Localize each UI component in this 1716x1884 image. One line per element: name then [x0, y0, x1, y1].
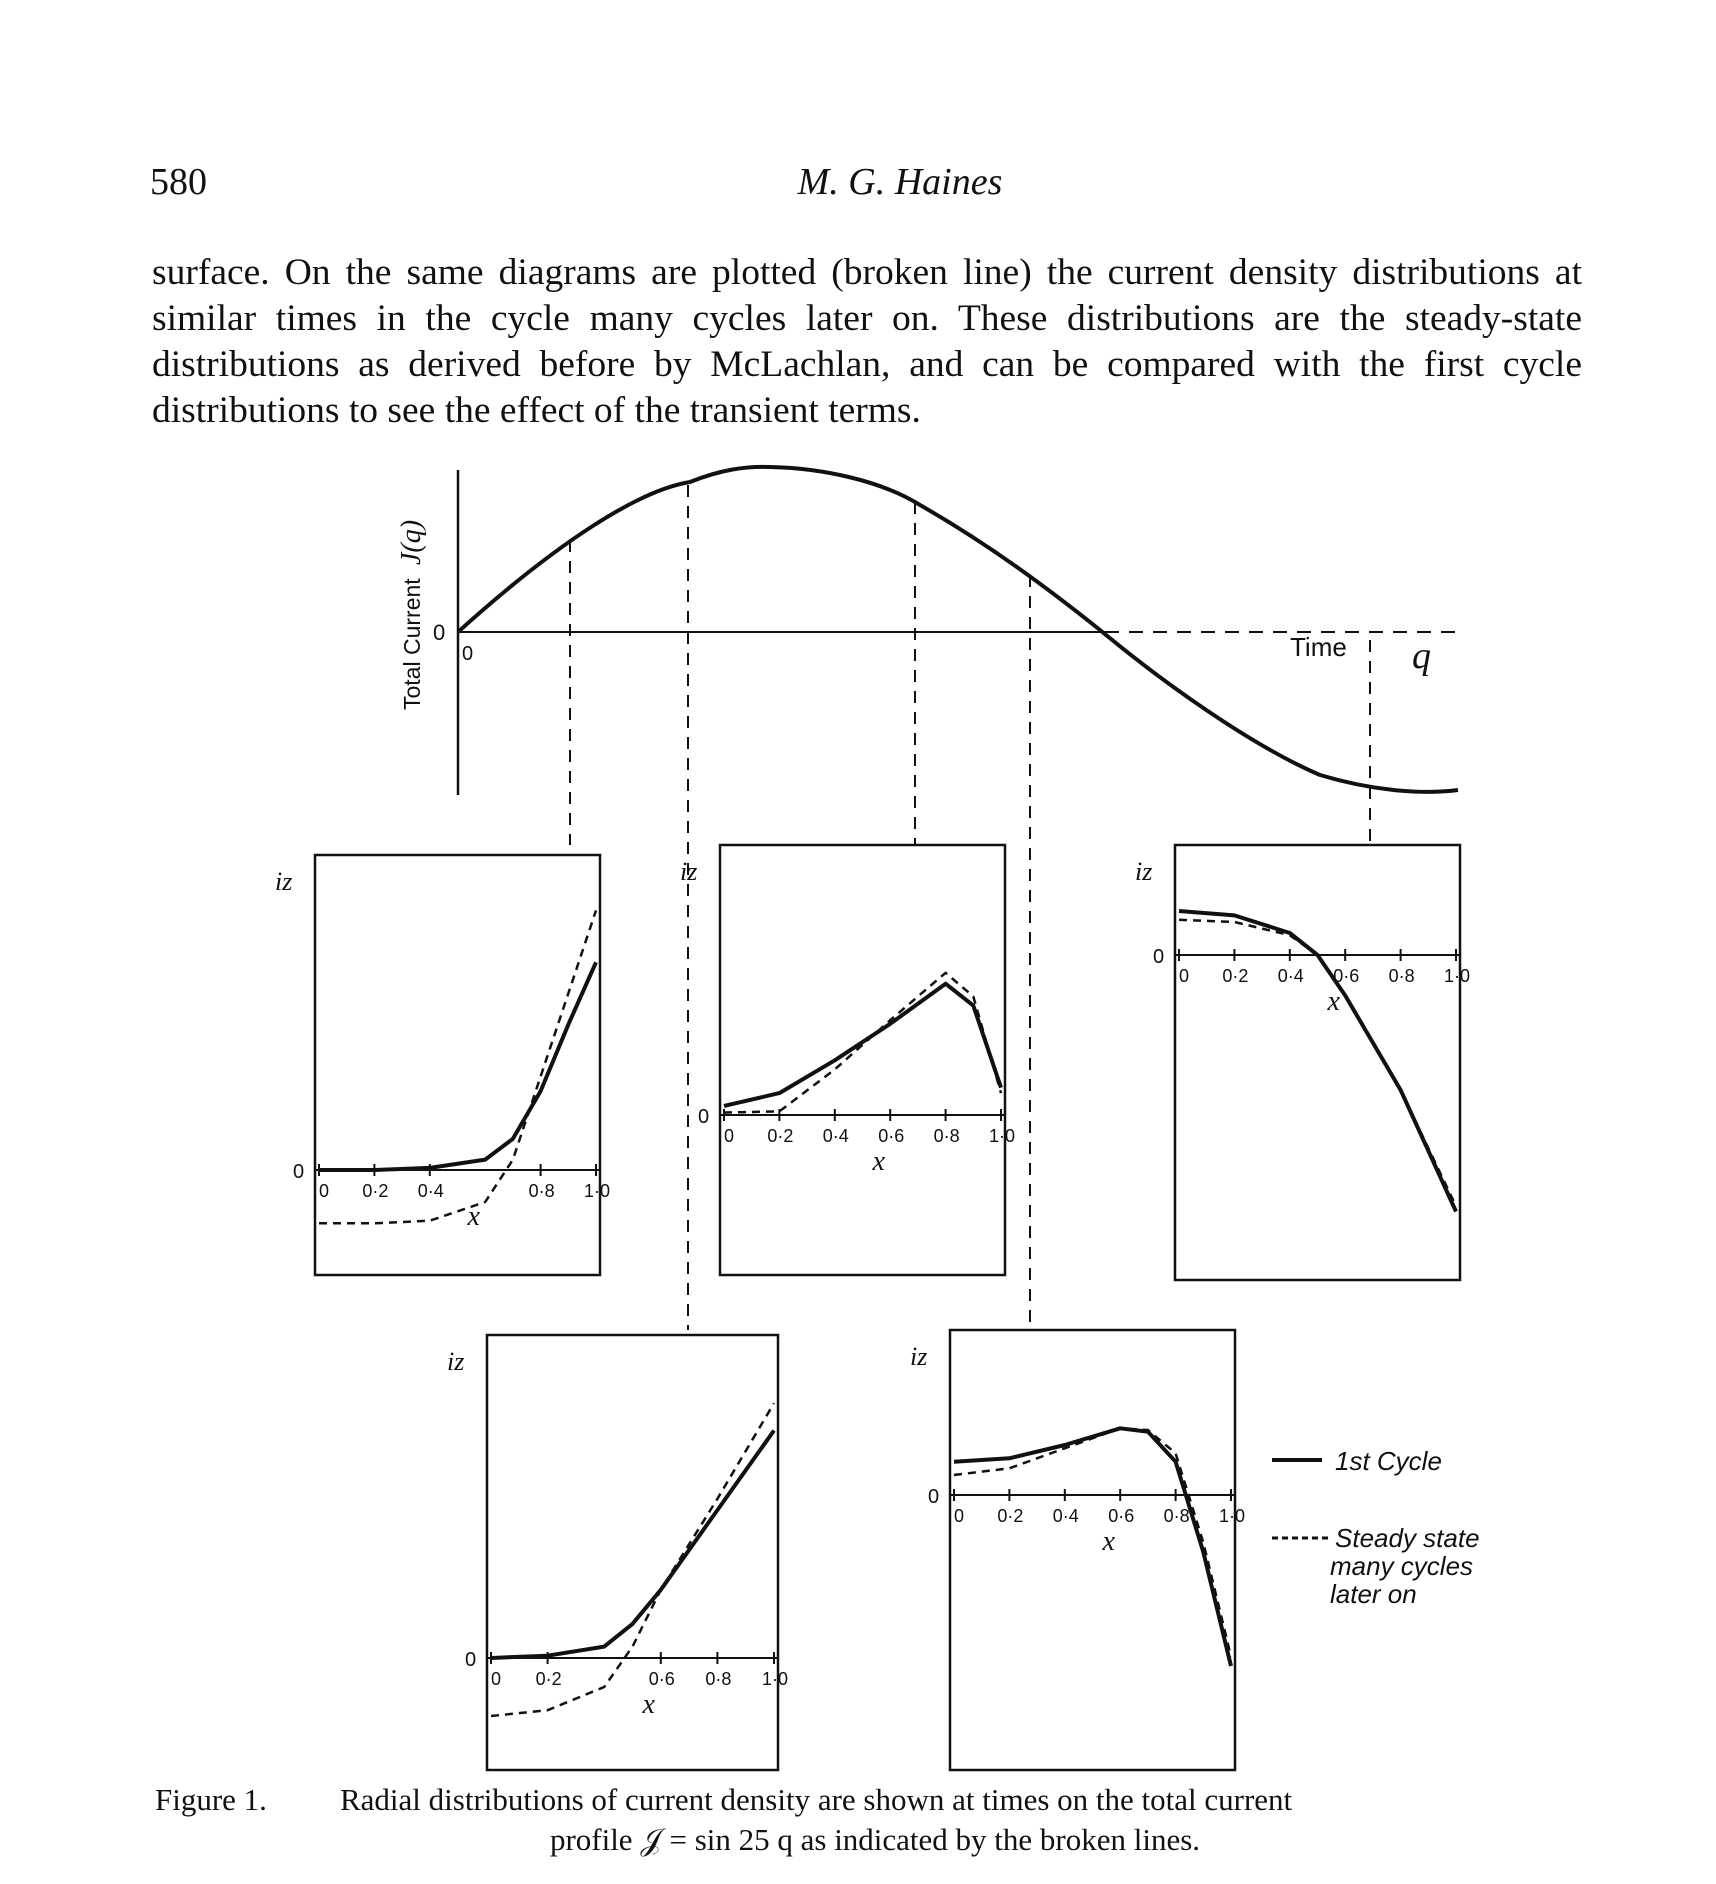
top-origin-x: 0 — [462, 643, 474, 665]
panel-tick-label: 0·6 — [1108, 1506, 1135, 1526]
panel-tick-label: 1·0 — [584, 1181, 611, 1201]
top-ylabel: Total Current — [399, 578, 425, 710]
panel-tick-label: 0·6 — [1333, 966, 1360, 986]
panel-zero-label: 0 — [1153, 946, 1165, 968]
steady-state-curve — [1179, 920, 1456, 1206]
distribution-panel-3 — [447, 1335, 788, 1770]
paragraph-text: surface. On the same diagrams are plotted (broken line) the current density distributions at similar times in the cycle many cycles later on. These distributions are the steady-state distributions as derived before by McLachlan, and can be compared with the first cycle distributions to see the effect of the transient terms. — [152, 252, 1582, 431]
panel-xlabel: x — [467, 1201, 480, 1232]
panel-ylabel: iz — [275, 867, 293, 896]
panel-zero-label: 0 — [698, 1106, 710, 1128]
first-cycle-curve — [319, 962, 596, 1170]
panel-tick-label: 0·4 — [822, 1126, 849, 1146]
panel-tick-label: 1·0 — [1219, 1506, 1246, 1526]
panel-xlabel: x — [1102, 1526, 1115, 1557]
legend-dashed-label-1: Steady state — [1335, 1523, 1480, 1553]
panel-tick-label: 0·2 — [362, 1181, 389, 1201]
legend-dashed-label-3: later on — [1330, 1579, 1417, 1609]
panel-tick-label: 0 — [491, 1669, 502, 1689]
running-head: M. G. Haines — [797, 161, 1003, 203]
panel-frame — [950, 1330, 1235, 1770]
panel-xlabel: x — [642, 1689, 655, 1720]
panel-tick-label: 0·8 — [705, 1669, 732, 1689]
steady-state-curve — [954, 1428, 1231, 1656]
panel-ylabel: iz — [910, 1342, 928, 1371]
panel-zero-label: 0 — [928, 1486, 940, 1508]
panel-tick-label: 0·4 — [1277, 966, 1304, 986]
panels — [275, 845, 1470, 1770]
first-cycle-curve — [491, 1431, 774, 1659]
caption-label: Figure 1. — [155, 1782, 267, 1817]
panel-tick-label: 0·6 — [878, 1126, 905, 1146]
page-number: 580 — [150, 161, 207, 203]
distribution-panel-2 — [680, 845, 1015, 1275]
total-current-curve — [458, 467, 1458, 792]
first-cycle-curve — [954, 1428, 1231, 1666]
panel-tick-label: 0 — [724, 1126, 735, 1146]
steady-state-curve — [491, 1403, 774, 1716]
panel-tick-label: 0·4 — [417, 1181, 444, 1201]
top-xlabel: Time — [1290, 632, 1347, 662]
distribution-panel-1 — [275, 855, 610, 1275]
distribution-panel-5 — [1135, 845, 1470, 1280]
panel-frame — [1175, 845, 1460, 1280]
panel-tick-label: 1·0 — [989, 1126, 1016, 1146]
caption-line-2: profile 𝒥 = sin 25 q as indicated by the broken lines. — [549, 1822, 1201, 1857]
panel-tick-label: 0 — [954, 1506, 965, 1526]
top-origin-y: 0 — [433, 620, 446, 645]
panel-frame — [487, 1335, 778, 1770]
panel-tick-label: 0·8 — [1388, 966, 1415, 986]
panel-tick-label: 0·2 — [1222, 966, 1249, 986]
panel-frame — [720, 845, 1005, 1275]
panel-tick-label: 0·2 — [767, 1126, 794, 1146]
panel-xlabel: x — [1327, 986, 1340, 1017]
caption-line-1: Radial distributions of current density are shown at times on the total current — [340, 1782, 1293, 1817]
panel-zero-label: 0 — [293, 1161, 305, 1183]
top-ylabel-symbol: J(q) — [396, 519, 427, 565]
distribution-panel-4 — [910, 1330, 1245, 1770]
panel-tick-label: 0 — [319, 1181, 330, 1201]
panel-ylabel: iz — [680, 857, 698, 886]
panel-tick-label: 0·4 — [1052, 1506, 1079, 1526]
panel-tick-label: 0·2 — [535, 1669, 562, 1689]
panel-tick-label: 1·0 — [762, 1669, 789, 1689]
panel-zero-label: 0 — [465, 1649, 477, 1671]
panel-tick-label: 0·8 — [528, 1181, 555, 1201]
panel-xlabel: x — [872, 1146, 885, 1177]
figure-caption — [155, 1780, 1585, 1860]
panel-tick-label: 0 — [1179, 966, 1190, 986]
legend-dashed-label-2: many cycles — [1330, 1551, 1474, 1581]
legend — [1272, 1446, 1480, 1609]
panel-tick-label: 0·8 — [1163, 1506, 1190, 1526]
legend-solid-label: 1st Cycle — [1335, 1446, 1442, 1476]
steady-state-curve — [319, 910, 596, 1223]
panel-ylabel: iz — [1135, 857, 1153, 886]
panel-tick-label: 0·2 — [997, 1506, 1024, 1526]
panel-ylabel: iz — [447, 1347, 465, 1376]
panel-frame — [315, 855, 600, 1275]
panel-tick-label: 1·0 — [1444, 966, 1471, 986]
panel-tick-label: 0·6 — [648, 1669, 675, 1689]
top-xsymbol: q — [1412, 635, 1431, 677]
panel-tick-label: 0·8 — [933, 1126, 960, 1146]
